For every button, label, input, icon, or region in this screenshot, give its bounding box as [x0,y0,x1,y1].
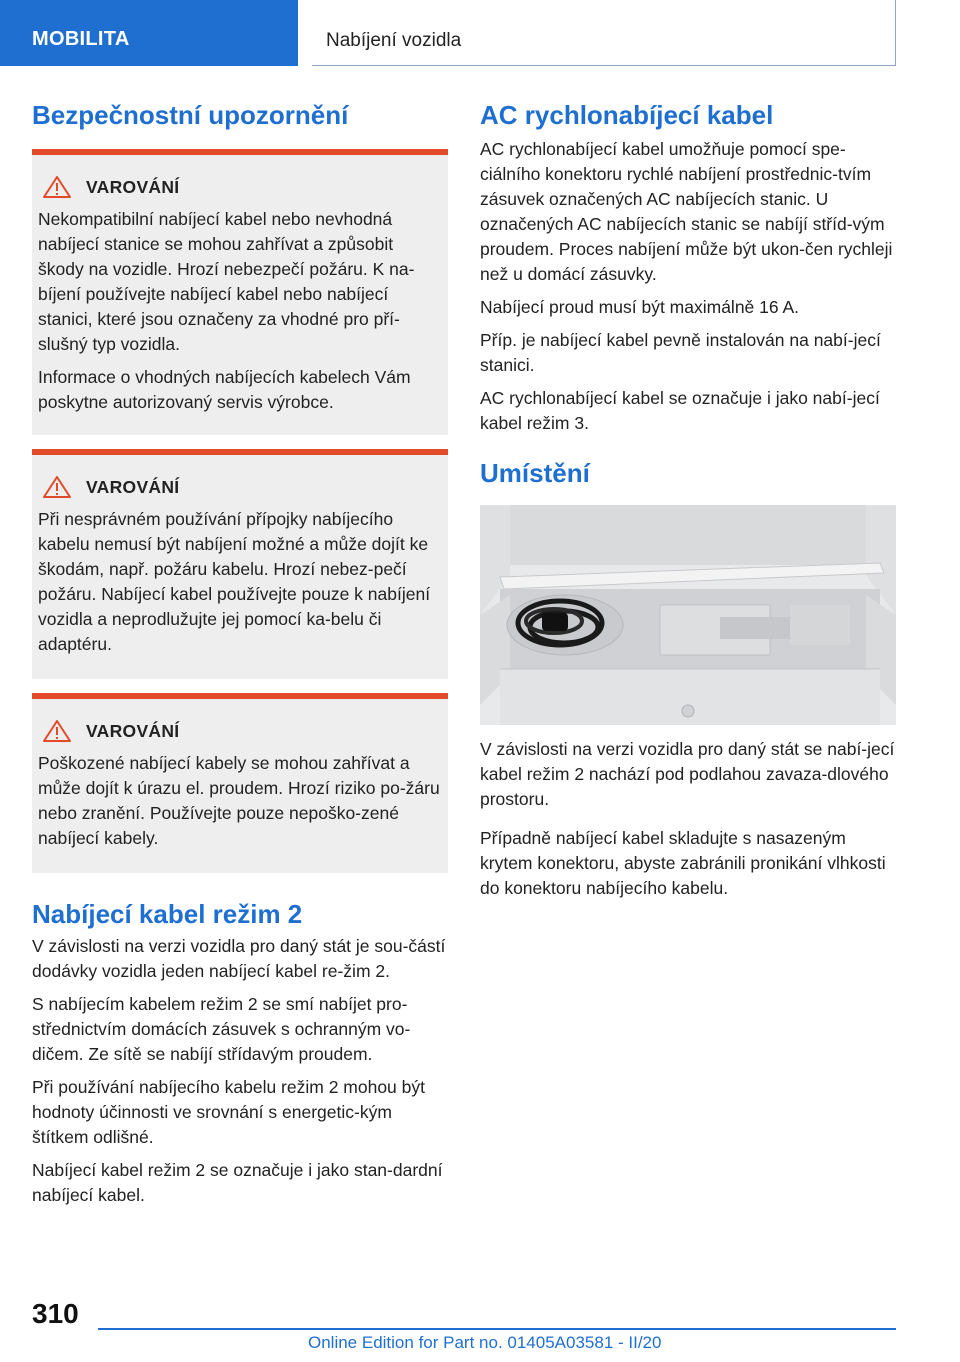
page-header [0,0,960,66]
warning-label: VAROVÁNÍ [86,176,180,197]
warning-box-3 [32,693,448,873]
warning-box-1 [32,149,448,435]
trunk-cable-photo [480,505,896,725]
warning-text: Informace o vhodných nabíjecích kabelech Vám poskytne autorizovaný servis výrobce. [38,367,411,413]
heading-safety: Bezpečnostní upozornění [32,100,349,130]
warning-triangle-icon [42,719,72,743]
heading-location: Umístění [480,458,590,489]
warning-label: VAROVÁNÍ [86,720,180,741]
section-tab [0,0,298,66]
body-paragraph: Nabíjecí kabel režim 2 se označuje i jako stan-dardní nabíjecí kabel. [32,1160,443,1206]
body-paragraph: Nabíjecí proud musí být maximálně 16 A. [480,297,800,318]
body-paragraph: AC rychlonabíjecí kabel se označuje i jako nabí-jecí kabel režim 3. [480,388,880,434]
chapter-title: Nabíjení vozidla [326,30,462,51]
warning-triangle-icon [42,175,72,199]
footer-edition-link[interactable]: Online Edition for Part no. 01405A03581 - II/20 [308,1333,662,1352]
warning-text: Při nesprávném používání přípojky nabíjecího kabelu nemusí být nabíjení možné a může dojít ke škodám, např. požáru kabelu. Hrozí nebez-pečí požáru. Nabíjecí kabel používejte pouze k nabíjení vozidla a neprodlužujte jej pomocí ka-belu či adaptéru. [38,509,431,655]
heading-ac-cable: AC rychlonabíjecí kabel [480,100,774,130]
body-paragraph: AC rychlonabíjecí kabel umožňuje pomocí spe-ciálního konektoru rychlé nabíjení prostřednic-tvím zásuvek označených AC nabíjecích stanic. U označených AC nabíjecích stanic se nabíjí stříd-vým proudem. Proces nabíjení může být ukon-čen rychleji než u domácí zásuvky. [480,139,893,285]
footer-rule [98,1328,896,1330]
warning-box-2 [32,449,448,679]
body-paragraph: S nabíjecím kabelem režim 2 se smí nabíjet pro-střednictvím domácích zásuvek s ochranným vo-dičem. Ze sítě se nabíjí střídavým proudem. [32,994,411,1065]
right-column [480,100,896,909]
body-paragraph: V závislosti na verzi vozidla pro daný stát je sou-částí dodávky vozidla jeden nabíjecí kabel re-žim 2. [32,936,446,982]
warning-text: Poškozené nabíjecí kabely se mohou zahřívat a může dojít k úrazu el. proudem. Hrozí riziko po-žáru nebo zranění. Používejte pouze nepoško-zené nabíjecí kabely. [38,753,440,849]
section-label: MOBILITA [32,28,130,50]
chapter-title-box [312,0,896,66]
heading-mode2-cable: Nabíjecí kabel režim 2 [32,899,303,930]
warning-triangle-icon [42,475,72,499]
body-paragraph: Případně nabíjecí kabel skladujte s nasazeným krytem konektoru, abyste zabránili pronikání vlhkosti do konektoru nabíjecího kabelu. [480,828,886,899]
page-number: 310 [32,1298,79,1329]
left-column [32,100,448,1216]
body-paragraph: Příp. je nabíjecí kabel pevně instalován na nabí-jecí stanici. [480,330,881,376]
body-paragraph: V závislosti na verzi vozidla pro daný stát se nabí-jecí kabel režim 2 nachází pod podlahou zavaza-dlového prostoru. [480,739,895,810]
body-paragraph: Při používání nabíjecího kabelu režim 2 mohou být hodnoty účinnosti ve srovnání s energetic-kým štítkem odlišné. [32,1077,425,1148]
trunk-illustration [480,505,896,725]
warning-text: Nekompatibilní nabíjecí kabel nebo nevhodná nabíjecí stanice se mohou zahřívat a způsobit škody na vozidle. Hrozí nebezpečí požáru. K na-bíjení používejte nabíjecí kabel nebo nabíjecí stanici, které jsou označeny za vhodné pro pří-slušný typ vozidla. [38,209,415,355]
warning-label: VAROVÁNÍ [86,476,180,497]
